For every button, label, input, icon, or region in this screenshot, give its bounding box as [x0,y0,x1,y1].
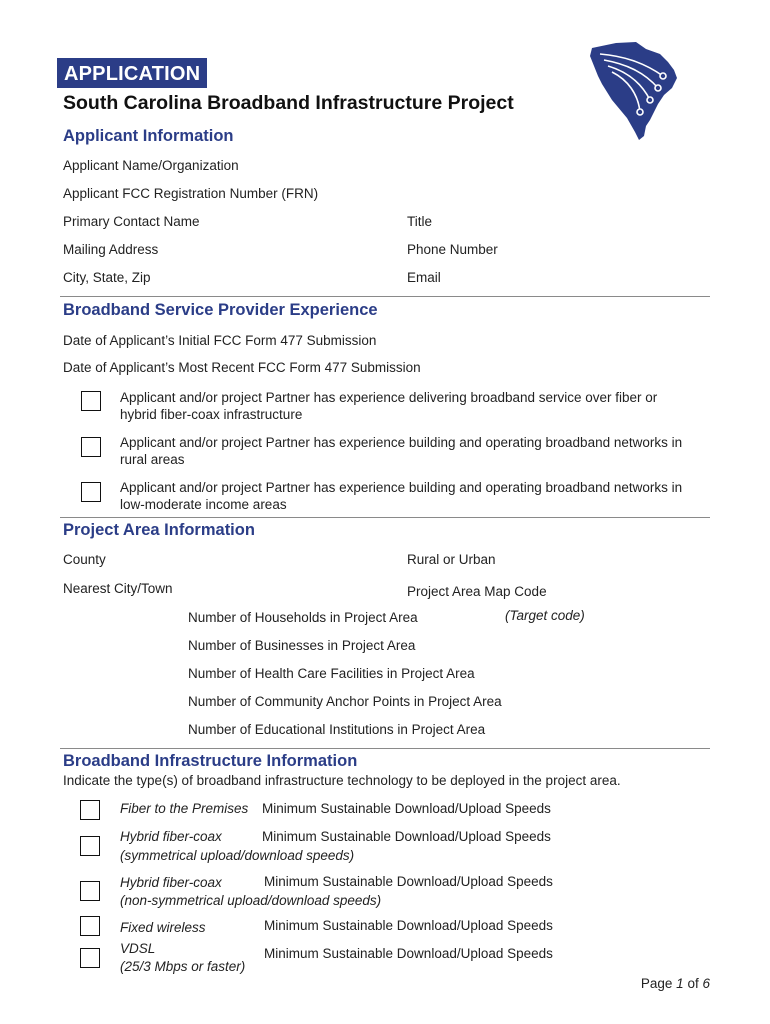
fiber-premises-speeds: Minimum Sustainable Download/Upload Speeds [262,801,551,816]
vdsl-label: VDSL [120,941,156,956]
primary-contact-label: Primary Contact Name [63,214,200,229]
health-care-label: Number of Health Care Facilities in Project Area [188,666,475,681]
experience-rural-checkbox[interactable] [81,437,101,457]
hfc-symmetrical-checkbox[interactable] [80,836,100,856]
anchor-points-label: Number of Community Anchor Points in Project Area [188,694,502,709]
south-carolina-broadband-logo [588,40,683,140]
nearest-city-label: Nearest City/Town [63,581,173,596]
fiber-premises-checkbox[interactable] [80,800,100,820]
hfc-nonsymmetrical-note: (non-symmetrical upload/download speeds) [120,893,382,908]
applicant-name-label: Applicant Name/Organization [63,158,239,173]
section-infrastructure: Broadband Infrastructure Information [63,752,358,770]
hfc-symmetrical-note: (symmetrical upload/download speeds) [120,848,355,863]
county-label: County [63,552,106,567]
recent-477-label: Date of Applicant’s Most Recent FCC Form 477 Submission [63,360,421,375]
target-code-note: (Target code) [505,608,585,623]
educational-institutions-label: Number of Educational Institutions in Project Area [188,722,486,737]
page-number: Page 1 of 6 [640,976,710,991]
experience-low-income-checkbox[interactable] [81,482,101,502]
section-provider-experience: Broadband Service Provider Experience [63,301,378,319]
city-state-zip-label: City, State, Zip [63,270,151,285]
divider [60,517,710,518]
experience-low-income-text: Applicant and/or project Partner has experience building and operating broadband networks in low-moderate income areas [120,480,683,512]
initial-477-label: Date of Applicant’s Initial FCC Form 477 Submission [63,333,377,348]
vdsl-checkbox[interactable] [80,948,100,968]
vdsl-speeds: Minimum Sustainable Download/Upload Speeds [264,946,553,961]
households-label: Number of Households in Project Area [188,610,418,625]
hfc-symmetrical-speeds: Minimum Sustainable Download/Upload Speeds [262,829,551,844]
fixed-wireless-speeds: Minimum Sustainable Download/Upload Speeds [264,918,553,933]
mailing-address-label: Mailing Address [63,242,159,257]
businesses-label: Number of Businesses in Project Area [188,638,416,653]
fiber-premises-label: Fiber to the Premises [120,801,249,816]
experience-rural-text: Applicant and/or project Partner has experience building and operating broadband networks in rural areas [120,435,683,467]
hfc-nonsymmetrical-checkbox[interactable] [80,881,100,901]
experience-fiber-checkbox[interactable] [81,391,101,411]
section-project-area: Project Area Information [63,521,255,539]
vdsl-note: (25/3 Mbps or faster) [120,959,246,974]
rural-urban-label: Rural or Urban [407,552,496,567]
experience-fiber-text: Applicant and/or project Partner has experience delivering broadband service over fiber or hybrid fiber-coax infrastructure [120,390,658,422]
fixed-wireless-checkbox[interactable] [80,916,100,936]
page-title: South Carolina Broadband Infrastructure Project [63,92,514,114]
phone-number-label: Phone Number [407,242,498,257]
divider [60,748,710,749]
application-badge: APPLICATION [57,58,207,88]
title-label: Title [407,214,433,229]
infrastructure-intro: Indicate the type(s) of broadband infrastructure technology to be deployed in the project area. [63,773,621,788]
applicant-frn-label: Applicant FCC Registration Number (FRN) [63,186,319,201]
hfc-nonsymmetrical-label: Hybrid fiber-coax [120,875,222,890]
hfc-nonsymmetrical-speeds: Minimum Sustainable Download/Upload Speeds [264,874,553,889]
email-label: Email [407,270,441,285]
section-applicant-information: Applicant Information [63,127,234,145]
map-code-label: Project Area Map Code [407,584,547,599]
hfc-symmetrical-label: Hybrid fiber-coax [120,829,222,844]
divider [60,296,710,297]
fixed-wireless-label: Fixed wireless [120,920,206,935]
